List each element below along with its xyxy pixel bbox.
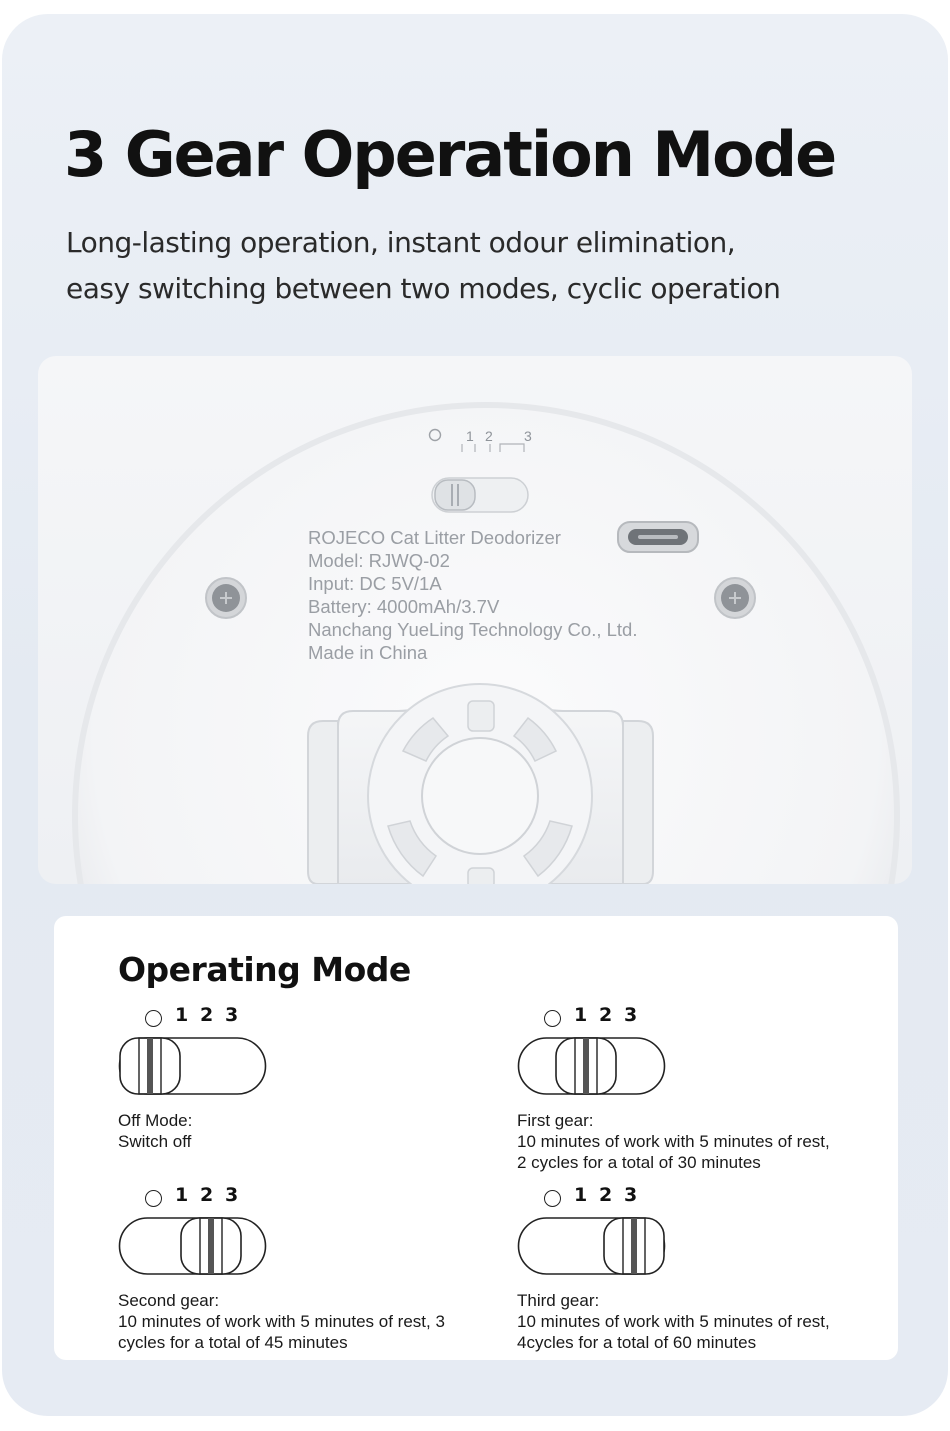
mode-off (118, 1004, 478, 1174)
screw-right (715, 578, 755, 618)
spec-battery: Battery: 4000mAh/3.7V (308, 596, 500, 617)
switch-knob-grip (208, 1218, 214, 1274)
switch-knob-grip (583, 1038, 589, 1094)
spec-model: Model: RJWQ-02 (308, 550, 450, 571)
spec-input: Input: DC 5V/1A (308, 573, 442, 594)
wall-mount (308, 684, 653, 884)
spec-manufacturer: Nanchang YueLing Technology Co., Ltd. (308, 619, 638, 640)
indicator-1: 1 (175, 1004, 189, 1026)
mode-third-gear (517, 1184, 877, 1354)
device-spec-label (308, 526, 638, 664)
subtitle-line-1: Long-lasting operation, instant odour elimination, (66, 226, 736, 259)
mode-detail-2: 2 cycles for a total of 30 minutes (517, 1153, 761, 1172)
slide-switch-icon (517, 1216, 667, 1278)
indicator-3: 3 (624, 1184, 638, 1206)
mode-name: Second gear: (118, 1291, 220, 1310)
mode-second-gear (118, 1184, 478, 1354)
mode-name: First gear: (517, 1111, 594, 1130)
indicator-3: 3 (225, 1184, 239, 1206)
mode-detail-2: cycles for a total of 45 minutes (118, 1333, 348, 1352)
spec-brand: ROJECO Cat Litter Deodorizer (308, 527, 561, 548)
mode-description (517, 1290, 877, 1353)
switch-scale-1: 1 (466, 428, 474, 444)
mode-detail-2: 4cycles for a total of 60 minutes (517, 1333, 757, 1352)
mode-name: Off Mode: (118, 1111, 193, 1130)
indicator-2: 2 (599, 1184, 613, 1206)
page-title: 3 Gear Operation Mode (64, 118, 836, 191)
off-circle-icon (145, 1010, 162, 1027)
switch-scale-3: 3 (524, 428, 532, 444)
slide-switch-icon (517, 1036, 667, 1098)
mode-description (118, 1110, 478, 1152)
indicator-1: 1 (574, 1184, 588, 1206)
off-circle-icon (544, 1010, 561, 1027)
mode-detail: Switch off (118, 1132, 192, 1151)
mode-first-gear (517, 1004, 877, 1174)
switch-scale-2: 2 (485, 428, 493, 444)
mode-detail-1: 10 minutes of work with 5 minutes of rest, 3 (118, 1312, 445, 1331)
off-circle-icon (544, 1190, 561, 1207)
spec-origin: Made in China (308, 642, 428, 663)
mode-detail-1: 10 minutes of work with 5 minutes of rest, (517, 1312, 830, 1331)
indicator-1: 1 (175, 1184, 189, 1206)
off-circle-icon (145, 1190, 162, 1207)
screw-left (206, 578, 246, 618)
mode-description (517, 1110, 877, 1173)
device-photo (38, 356, 912, 884)
indicator-2: 2 (200, 1184, 214, 1206)
subtitle-line-2: easy switching between two modes, cyclic operation (66, 272, 781, 305)
slide-switch-icon (118, 1036, 268, 1098)
switch-knob-grip (147, 1038, 153, 1094)
switch-knob-grip (631, 1218, 637, 1274)
operating-mode-panel (54, 916, 898, 1360)
mode-description (118, 1290, 478, 1353)
indicator-3: 3 (225, 1004, 239, 1026)
indicator-2: 2 (599, 1004, 613, 1026)
slide-switch-icon (118, 1216, 268, 1278)
indicator-3: 3 (624, 1004, 638, 1026)
indicator-2: 2 (200, 1004, 214, 1026)
indicator-1: 1 (574, 1004, 588, 1026)
mode-name: Third gear: (517, 1291, 600, 1310)
operating-mode-title: Operating Mode (118, 950, 411, 989)
mode-detail-1: 10 minutes of work with 5 minutes of rest, (517, 1132, 830, 1151)
